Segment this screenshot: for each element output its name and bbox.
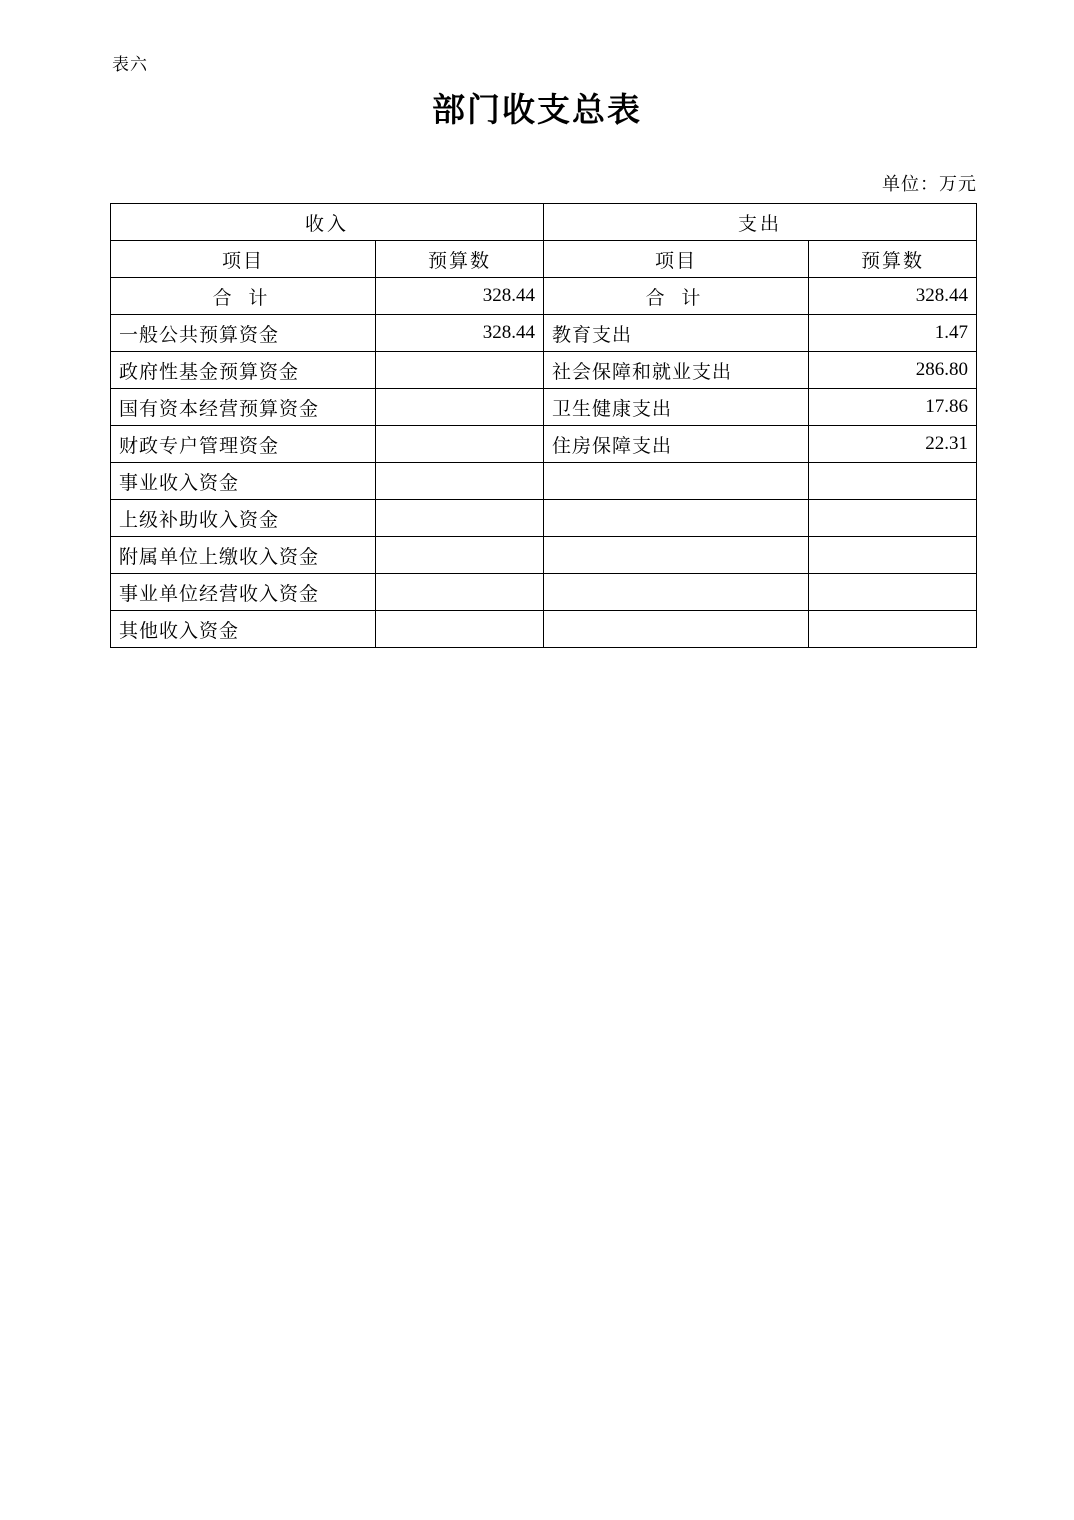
income-item-amount [376,611,544,648]
table-column-header-row [111,241,977,278]
expenditure-item-label [544,574,809,611]
expenditure-item-amount [809,463,977,500]
expenditure-item-amount [809,611,977,648]
total-amount-income: 328.44 [376,278,544,315]
table-row [111,500,977,537]
income-item-label: 事业收入资金 [111,463,376,500]
expenditure-item-amount: 1.47 [809,315,977,352]
income-item-amount [376,352,544,389]
table-row [111,574,977,611]
expenditure-item-amount [809,537,977,574]
income-item-label: 事业单位经营收入资金 [111,574,376,611]
income-item-label: 政府性基金预算资金 [111,352,376,389]
income-item-amount [376,426,544,463]
table-total-row [111,278,977,315]
column-header-income-amount: 预算数 [376,241,544,278]
income-item-amount [376,500,544,537]
expenditure-item-amount [809,574,977,611]
expenditure-item-label [544,537,809,574]
expenditure-item-label: 住房保障支出 [544,426,809,463]
income-item-label: 财政专户管理资金 [111,426,376,463]
expenditure-item-amount [809,500,977,537]
total-amount-expenditure: 328.44 [809,278,977,315]
column-header-expenditure-item: 项目 [544,241,809,278]
income-item-amount [376,463,544,500]
table-row [111,389,977,426]
income-item-label: 一般公共预算资金 [111,315,376,352]
income-item-label: 附属单位上缴收入资金 [111,537,376,574]
sheet-number-label: 表六 [112,55,148,74]
budget-table-container [110,203,976,648]
total-label-income: 合 计 [111,278,376,315]
budget-table [110,203,977,648]
income-item-amount: 328.44 [376,315,544,352]
unit-note: 单位：万元 [882,174,977,194]
group-header-income: 收入 [111,204,544,241]
expenditure-item-label [544,463,809,500]
table-group-header-row [111,204,977,241]
expenditure-item-amount: 17.86 [809,389,977,426]
table-row [111,352,977,389]
income-item-label: 国有资本经营预算资金 [111,389,376,426]
expenditure-item-label [544,611,809,648]
expenditure-item-label: 卫生健康支出 [544,389,809,426]
table-row [111,315,977,352]
table-row [111,426,977,463]
expenditure-item-label: 社会保障和就业支出 [544,352,809,389]
column-header-expenditure-amount: 预算数 [809,241,977,278]
page-title: 部门收支总表 [432,93,642,129]
income-item-amount [376,389,544,426]
income-item-label: 其他收入资金 [111,611,376,648]
group-header-expenditure: 支出 [544,204,977,241]
expenditure-item-amount: 22.31 [809,426,977,463]
total-label-expenditure: 合 计 [544,278,809,315]
column-header-income-item: 项目 [111,241,376,278]
table-row [111,463,977,500]
income-item-amount [376,537,544,574]
expenditure-item-label: 教育支出 [544,315,809,352]
expenditure-item-amount: 286.80 [809,352,977,389]
table-row [111,537,977,574]
expenditure-item-label [544,500,809,537]
income-item-label: 上级补助收入资金 [111,500,376,537]
table-row [111,611,977,648]
income-item-amount [376,574,544,611]
